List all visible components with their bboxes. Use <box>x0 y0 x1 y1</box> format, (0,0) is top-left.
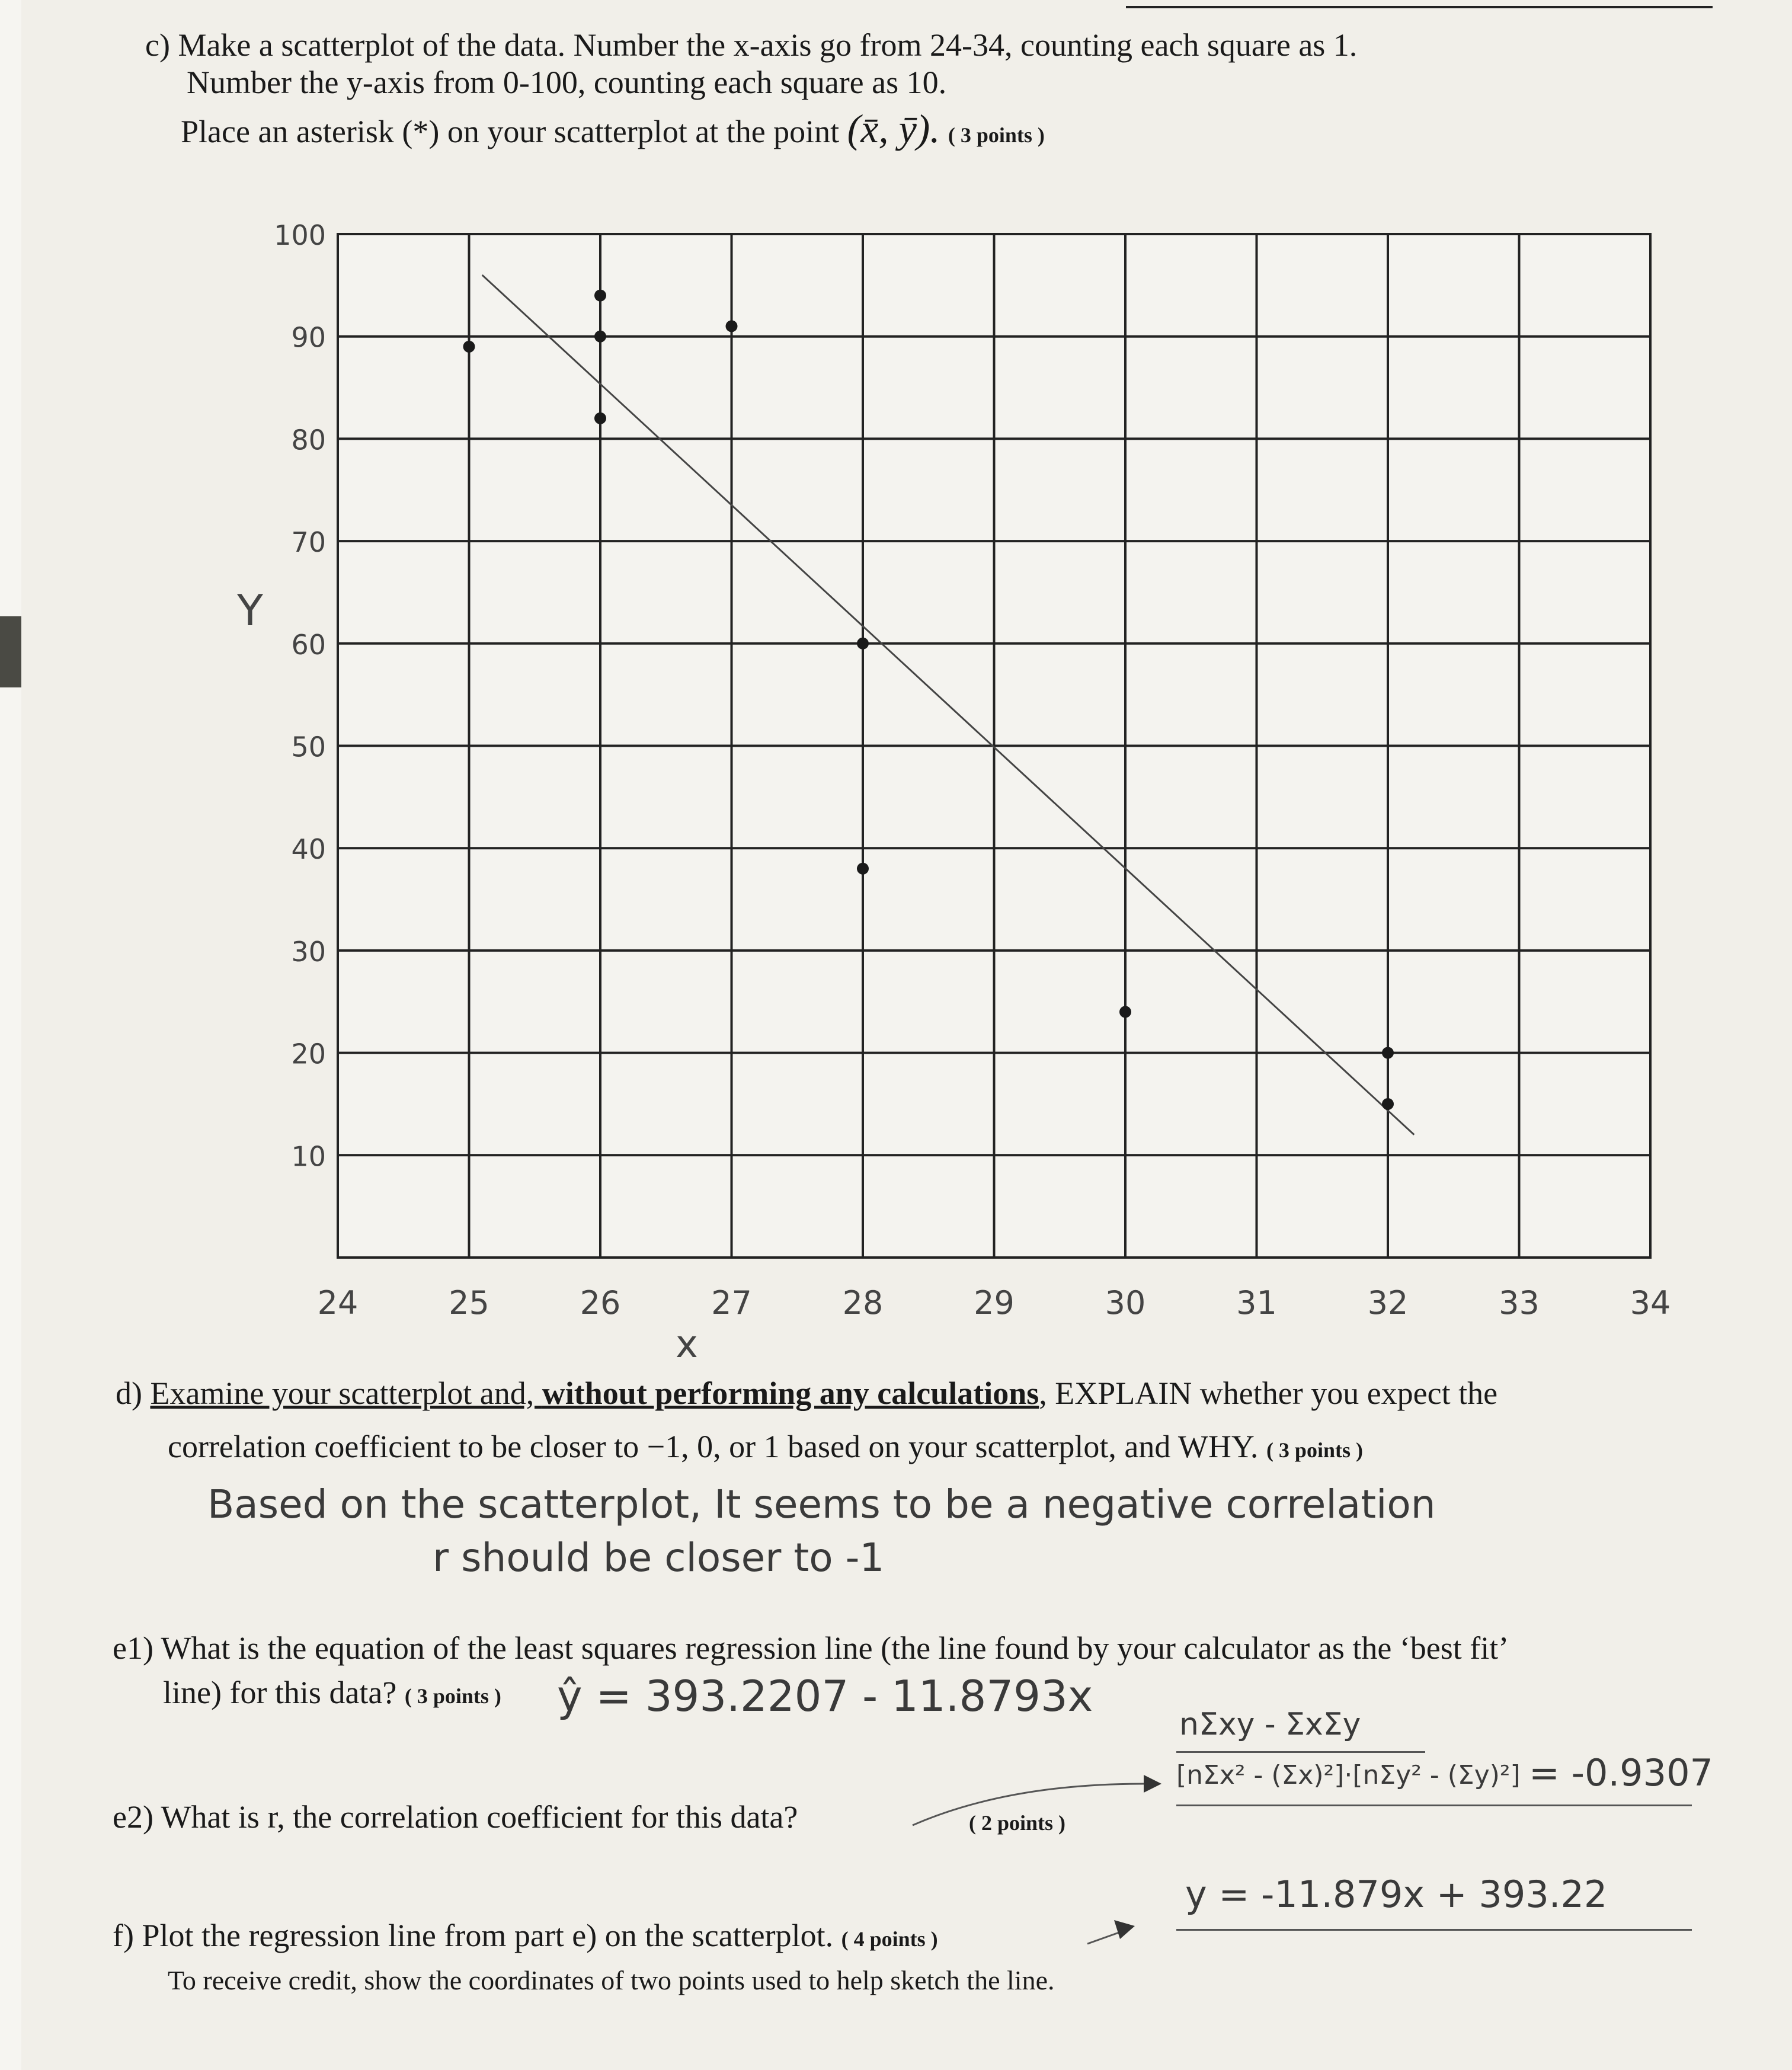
part-d-rest: , EXPLAIN whether you expect the <box>1039 1375 1498 1411</box>
data-point <box>1382 1098 1394 1110</box>
x-tick-label: 33 <box>1499 1284 1540 1322</box>
part-d-label: d) <box>116 1375 142 1411</box>
formula-fraction-bar <box>1176 1751 1425 1753</box>
part-c-line2: Number the y-axis from 0-100, counting each square as 10. <box>187 65 947 100</box>
r-value-answer: = -0.9307 <box>1529 1751 1713 1794</box>
x-tick-label: 29 <box>974 1284 1015 1322</box>
y-tick-label: 40 <box>291 833 326 866</box>
part-e1-line1: e1) What is the equation of the least squares regression line (the line found by your calculator as the ‘best fit’ <box>113 1630 1509 1666</box>
e2-answer-line <box>1176 1805 1692 1806</box>
part-f-answer: y = -11.879x + 393.22 <box>1185 1873 1608 1916</box>
part-f-line1: f) Plot the regression line from part e) on the scatterplot. <box>113 1918 834 1953</box>
data-point <box>1382 1047 1394 1059</box>
part-e1-line2: line) for this data? <box>163 1675 397 1710</box>
y-tick-label: 70 <box>291 526 326 559</box>
data-point <box>857 638 869 650</box>
part-d-answer2: r should be closer to -1 <box>433 1535 885 1581</box>
x-tick-label: 30 <box>1105 1284 1146 1322</box>
part-d-underlined-bold: without performing any calculations <box>542 1375 1039 1411</box>
part-d-points: ( 3 points ) <box>1266 1438 1363 1462</box>
y-tick-label: 50 <box>291 731 326 763</box>
r-formula-numerator: nΣxy - ΣxΣy <box>1179 1707 1361 1742</box>
x-tick-label: 25 <box>449 1284 489 1322</box>
data-point <box>1119 1006 1131 1018</box>
part-d-underlined: Examine your scatterplot and, <box>150 1375 542 1411</box>
y-tick-label: 90 <box>291 321 326 354</box>
x-tick-label: 34 <box>1630 1284 1671 1322</box>
part-f-points: ( 4 points ) <box>841 1927 938 1951</box>
y-tick-label: 60 <box>291 628 326 661</box>
data-point <box>594 290 606 302</box>
part-c-points: ( 3 points ) <box>948 123 1045 147</box>
part-e2-question: e2) What is r, the correlation coefficient for this data? <box>113 1799 798 1835</box>
data-point <box>857 863 869 875</box>
y-axis-label: Y <box>237 586 263 635</box>
y-tick-label: 80 <box>291 424 326 456</box>
data-point <box>726 320 738 332</box>
data-point <box>594 412 606 424</box>
x-tick-label: 27 <box>711 1284 752 1322</box>
x-tick-label: 32 <box>1367 1284 1409 1322</box>
f-answer-line <box>1176 1929 1692 1931</box>
part-e1-points: ( 3 points ) <box>404 1684 501 1708</box>
part-c-line1: c) Make a scatterplot of the data. Number the x-axis go from 24-34, counting each square as 1. <box>145 27 1358 63</box>
x-tick-label: 24 <box>317 1284 359 1322</box>
y-tick-label: 20 <box>291 1038 326 1070</box>
part-e1-answer: ŷ = 393.2207 - 11.8793x <box>557 1671 1093 1721</box>
part-c-line3: Place an asterisk (*) on your scatterplot at the point <box>181 114 840 149</box>
x-axis-label: x <box>676 1323 698 1363</box>
data-point <box>463 341 475 353</box>
y-tick-label: 100 <box>274 219 326 251</box>
data-point <box>594 331 606 343</box>
part-d-answer1: Based on the scatterplot, It seems to be a negative correlation <box>207 1482 1436 1527</box>
part-e2-points: ( 2 points ) <box>969 1811 1066 1835</box>
part-d-line2: correlation coefficient to be closer to −1, 0, or 1 based on your scatterplot, and WHY. <box>168 1429 1259 1464</box>
mean-point: (x̄, ȳ). <box>847 106 940 151</box>
y-tick-label: 10 <box>291 1140 326 1173</box>
x-tick-label: 31 <box>1236 1284 1277 1322</box>
x-tick-label: 26 <box>580 1284 621 1322</box>
y-tick-label: 30 <box>291 935 326 968</box>
r-formula-denominator: [nΣx² - (Σx)²]·[nΣy² - (Σy)²] <box>1176 1760 1521 1790</box>
x-tick-label: 28 <box>842 1284 884 1322</box>
part-f-line2: To receive credit, show the coordinates of two points used to help sketch the line. <box>168 1965 1055 1995</box>
